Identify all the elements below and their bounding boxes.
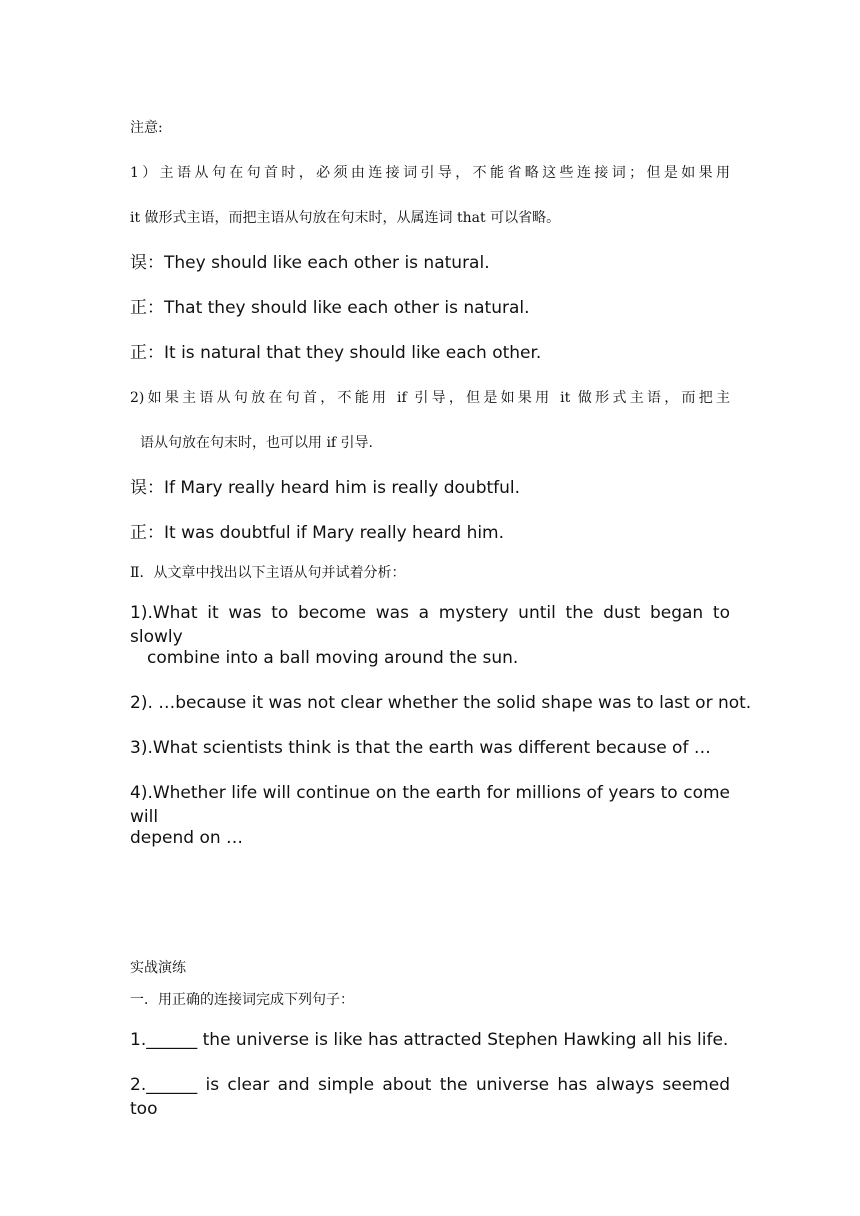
example-right-2: 正：It is natural that they should like each other. (130, 343, 542, 363)
example-wrong-2: 误：If Mary really heard him is really doubtful. (130, 478, 521, 498)
note-rule1-line2: it 做形式主语，而把主语从句放在句末时，从属连词 that 可以省略。 (130, 210, 561, 226)
analysis-item-1-line2: combine into a ball moving around the sun. (147, 648, 519, 668)
example-right-3: 正：It was doubtful if Mary really heard him. (130, 523, 505, 543)
analysis-item-3: 3).What scientists think is that the earth was different because of … (130, 738, 711, 758)
practice-heading: 实战演练 (130, 960, 186, 976)
note-rule2-line1: 2)如果主语从句放在句首，不能用 if 引导，但是如果用 it 做形式主语，而把主 (130, 390, 730, 406)
example-right-1: 正：That they should like each other is natural. (130, 298, 530, 318)
analysis-item-2: 2). …because it was not clear whether the solid shape was to last or not. (130, 693, 752, 713)
example-wrong-1: 误：They should like each other is natural. (130, 253, 490, 273)
analysis-item-1-line1: 1).What it was to become was a mystery until the dust began to slowly (130, 603, 730, 647)
note-heading: 注意: (130, 120, 163, 136)
analysis-item-4-line2: depend on … (130, 828, 244, 848)
note-rule1-line1: 1）主语从句在句首时，必须由连接词引导，不能省略这些连接词；但是如果用 (130, 165, 730, 181)
analysis-item-4-line1: 4).Whether life will continue on the earth for millions of years to come will (130, 783, 730, 827)
exercise-question-1: 1.______ the universe is like has attracted Stephen Hawking all his life. (130, 1030, 729, 1050)
note-rule2-line2: 语从句放在句末时，也可以用 if 引导. (140, 435, 374, 451)
exercise-question-2: 2.______ is clear and simple about the universe has always seemed too (130, 1075, 730, 1119)
section2-heading: Ⅱ．从文章中找出以下主语从句并试着分析： (130, 565, 406, 581)
practice-sub-heading: 一．用正确的连接词完成下列句子： (130, 992, 354, 1008)
